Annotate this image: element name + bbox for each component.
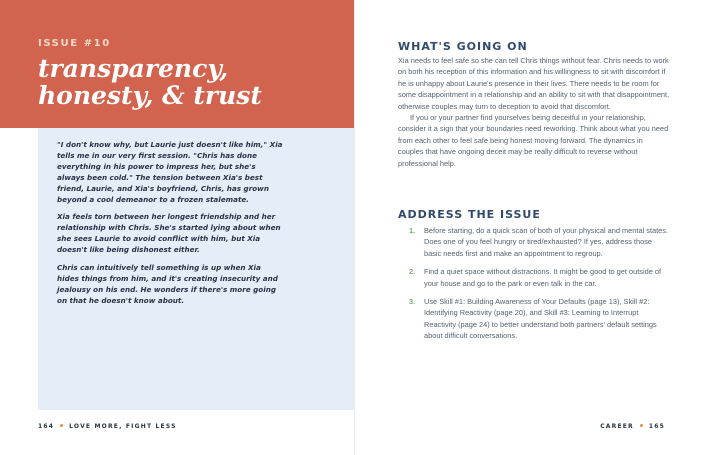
body-paragraph: If you or your partner find yourselves being deceitful in your relationship, consider it a sign that your boundaries need reworking. Think about what you need from each other to feel safe being honest moving forward. The dynamics in couples that have ongoing deceit may be really difficult to reverse without professional help. [398, 113, 669, 168]
issue-title [38, 55, 338, 109]
issue-title-line-1: transparency, [38, 54, 229, 83]
page-number-left: 164 [38, 423, 55, 430]
folio-right [600, 423, 665, 430]
story-text [57, 140, 285, 314]
story-paragraph: "I don't know why, but Laurie just doesn't like him," Xia tells me in our very first session. "Chris has done everything in his power to impress her, but she's always been cold." The tension between Xia's best friend, Laurie, and Xia's boyfriend, Chris, has grown beyond a cool demeanor to a frozen stalemate. [57, 140, 283, 204]
folio-dot-icon [60, 424, 63, 427]
story-paragraph: Chris can intuitively tell something is up when Xia hides things from him, and it's creating insecurity and jealousy on his end. He wonders if there's more going on that he doesn't know about. [57, 263, 278, 305]
list-item [398, 266, 670, 289]
body-paragraph: Xia needs to feel safe so she can tell Chris things without fear. Chris needs to work on both his reception of this information and his willingness to sit with discomfort if he is unhappy about Laurie's presence in their lives. There needs to be room for some disappointment in a relationship and an ability to sit with that disappointment, otherwise couples may turn to deception to avoid that discomfort. [398, 56, 670, 111]
list-item [398, 296, 670, 342]
section-heading-whats-going-on: WHAT'S GOING ON [398, 40, 528, 53]
steps-list [398, 225, 670, 349]
chapter-title: CAREER [600, 423, 634, 430]
story-paragraph: Xia feels torn between her longest friendship and her relationship with Chris. She's started lying about when she sees Laurie to avoid conflict with him, but Xia doesn't like being dishonest either. [57, 212, 281, 255]
page-gutter [354, 0, 355, 455]
section-body [398, 55, 670, 169]
folio-left [38, 423, 177, 430]
step-text: Before starting, do a quick scan of both of your physical and mental states. Does one of you feel hungry or tired/exhausted? If yes, address those basic needs first and make an appointment to regroup. [424, 226, 669, 258]
step-number: 2. [409, 267, 416, 277]
step-number: 1. [409, 226, 416, 235]
issue-label: ISSUE #10 [38, 38, 111, 49]
folio-dot-icon [640, 424, 643, 427]
issue-header-block [0, 0, 354, 128]
issue-title-line-2: honesty, & trust [38, 81, 262, 110]
step-text: Use Skill #1: Building Awareness of Your Defaults (page 13), Skill #2: Identifying Reactivity (page 20), and Skill #3: Learning to Interrupt Reactivity (page 24) to better understand both partners' default settings about difficult conversations. [424, 297, 657, 341]
page-number-right: 165 [648, 423, 665, 430]
section-heading-address-the-issue: ADDRESS THE ISSUE [398, 208, 541, 221]
book-title: LOVE MORE, FIGHT LESS [69, 423, 177, 430]
list-item [398, 225, 670, 259]
step-number: 3. [409, 297, 416, 307]
step-text: Find a quiet space without distractions. It might be good to get outside of your house and go to the park or even talk in the car. [424, 267, 662, 288]
